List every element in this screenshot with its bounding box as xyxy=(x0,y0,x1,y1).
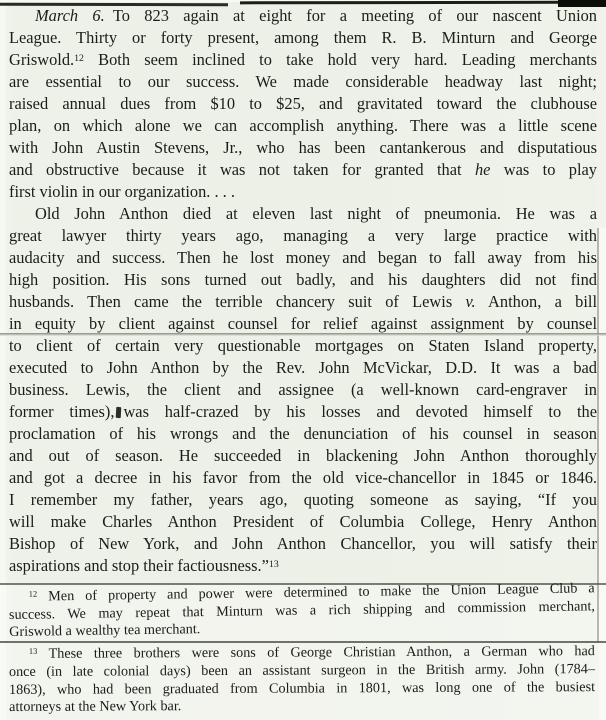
text-line: $^{12}$ Men of property and power were determined to make the Union League Club a xyxy=(28,580,595,605)
text-line: success. We may repeat that Minturn was a rich shipping and commission merchant, xyxy=(8,597,596,623)
text-line: and out of season. He succeeded in blackening John Anthon thoroughly xyxy=(9,446,597,465)
clipping-edge-line xyxy=(597,228,599,642)
text-line: audacity and success. Then he lost money and began to fall away from his xyxy=(9,248,597,267)
text-line: and got a decree in his favor from the old vice-chancellor in 1845 or 1846. xyxy=(9,468,597,487)
text-line: once (in late colonial days) been an assistant surgeon in the British army. John (1784– xyxy=(8,660,595,680)
text-line: plan, on which alone we can accomplish anything. There was a little scene xyxy=(9,116,597,135)
text-line: attorneys at the New York bar. xyxy=(9,698,182,716)
text-line: former times), was half-crazed by his losses and devoted himself to the xyxy=(9,402,597,421)
scan-mark-top-right xyxy=(240,1,606,5)
paragraph-john-anthon xyxy=(9,203,597,577)
text-line: proclamation of his wrongs and the denunciation of his counsel in season xyxy=(9,424,597,443)
text-line: raised annual dues from $10 to $25, and gravitated toward the clubhouse xyxy=(9,94,597,113)
text-line: with John Austin Stevens, Jr., who has been cantankerous and disputatious xyxy=(9,138,597,157)
scan-edge-right xyxy=(599,228,606,720)
text-line: 1863), who had been graduated from Columbia in 1801, was long one of the busiest xyxy=(9,678,596,698)
text-line: high position. His sons turned out badly, and his daughters did not find xyxy=(9,270,597,289)
text-line: great lawyer thirty years ago, managing a very large practice with xyxy=(9,226,597,245)
text-line: and obstructive because it was not taken for granted that he was to play xyxy=(9,160,597,179)
text-line: executed to John Anthon by the Rev. John McVickar, D.D. It was a bad xyxy=(9,358,597,377)
text-line: Bishop of New York, and John Anthon Chancellor, you will satisfy their xyxy=(9,534,597,553)
text-line: in equity by client against counsel for relief against assignment by counsel xyxy=(9,314,597,333)
footnote-12 xyxy=(9,580,596,641)
text-line: League. Thirty or forty present, among them R. B. Minturn and George xyxy=(9,28,597,47)
diary-entry-text xyxy=(9,5,597,577)
text-line: March 6. To 823 again at eight for a meeting of our nascent Union xyxy=(35,6,598,25)
text-line: aspirations and stop their factiousness.”$^{13}$ xyxy=(9,556,279,575)
text-line: Griswold.$^{12}$ Both seem inclined to take hold very hard. Leading merchants xyxy=(9,50,597,69)
text-line: business. Lewis, the client and assignee (a well-known card-engraver in xyxy=(9,380,597,399)
paragraph-union-league xyxy=(9,5,597,203)
text-line: are essential to our success. We made considerable headway last night; xyxy=(9,72,597,91)
text-line: husbands. Then came the terrible chancery suit of Lewis v. Anthon, a bill xyxy=(9,292,598,311)
text-line: to client of certain very questionable mortgages on Staten Island property, xyxy=(9,336,597,355)
text-line: will make Charles Anthon President of Columbia College, Henry Anthon xyxy=(9,512,597,531)
text-line: first violin in our organization. . . . xyxy=(9,182,235,201)
ink-blot xyxy=(116,407,122,418)
text-line: I remember my father, years ago, quoting someone as saying, “If you xyxy=(9,490,597,509)
footnote-13 xyxy=(9,643,595,717)
text-line: $^{13}$ These three brothers were sons of George Christian Anthon, a German who had xyxy=(28,643,595,662)
text-line: Old John Anthon died at eleven last night of pneumonia. He was a xyxy=(35,204,597,223)
text-line: Griswold a wealthy tea merchant. xyxy=(9,621,201,641)
